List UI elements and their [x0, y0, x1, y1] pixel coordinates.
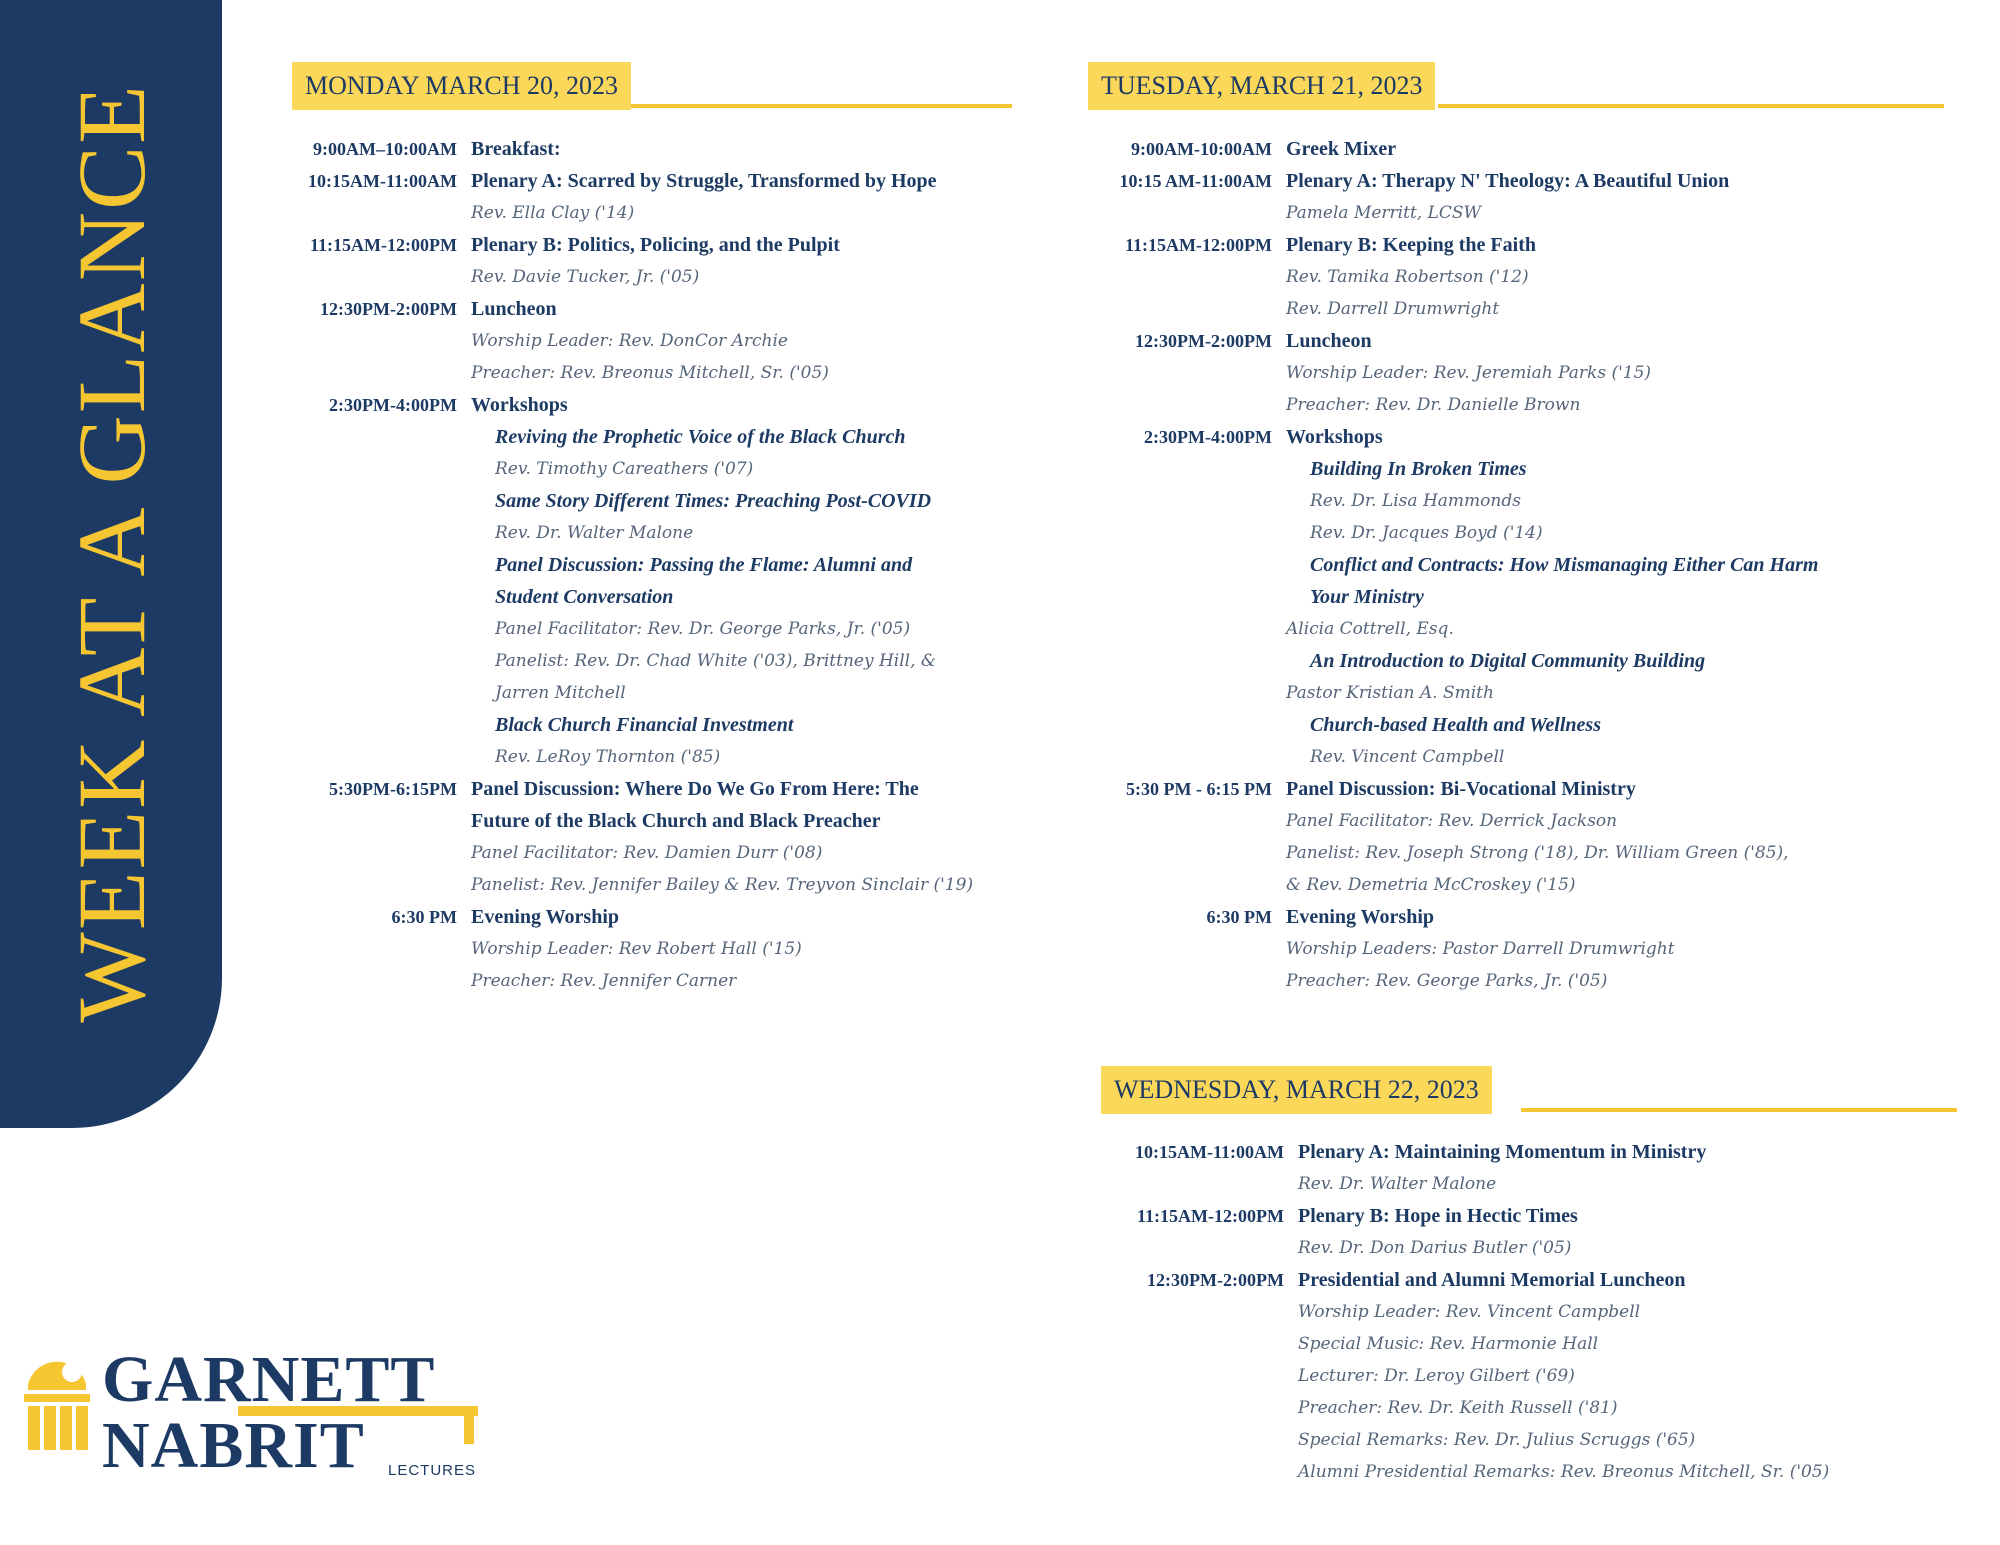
time-slot [1101, 1328, 1298, 1360]
schedule-row [292, 741, 1032, 773]
schedule-monday [292, 133, 1032, 997]
event-title: Evening Worship [471, 906, 620, 928]
schedule-row [1088, 773, 1948, 805]
schedule-row [292, 709, 1032, 741]
event-title: Future of the Black Church and Black Preacher [471, 810, 881, 832]
time-slot: 10:15AM-11:00AM [308, 171, 457, 191]
schedule-row [292, 549, 1032, 581]
time-slot [1101, 1296, 1298, 1328]
time-slot [292, 485, 471, 517]
workshop-title: Building In Broken Times [1310, 458, 1527, 480]
time-slot [292, 517, 471, 549]
workshop-title: Reviving the Prophetic Voice of the Black Church [495, 426, 906, 448]
time-slot: 12:30PM-2:00PM [1135, 331, 1272, 351]
speaker: Pastor Kristian A. Smith [1286, 683, 1494, 703]
schedule-row [1101, 1264, 1961, 1296]
day-badge: WEDNESDAY, MARCH 22, 2023 [1101, 1066, 1492, 1114]
event-title: Luncheon [471, 298, 557, 320]
event-title: Breakfast: [471, 138, 561, 160]
schedule-row [292, 677, 1032, 709]
schedule-row [1088, 901, 1948, 933]
time-slot [1101, 1168, 1298, 1200]
time-slot [1088, 869, 1286, 901]
schedule-row [292, 965, 1032, 997]
day-header-tuesday [1088, 62, 1944, 110]
schedule-row [292, 165, 1032, 197]
schedule-row [1088, 677, 1948, 709]
time-slot: 10:15 AM-11:00AM [1119, 171, 1272, 191]
time-slot [1088, 741, 1286, 773]
time-slot: 6:30 PM [391, 907, 457, 927]
time-slot: 5:30 PM - 6:15 PM [1126, 779, 1272, 799]
time-slot [292, 453, 471, 485]
event-title: Plenary B: Politics, Policing, and the Pulpit [471, 234, 840, 256]
speaker: Rev. LeRoy Thornton ('85) [495, 747, 721, 767]
schedule-row [1088, 837, 1948, 869]
speaker: Rev. Dr. Walter Malone [1298, 1174, 1497, 1194]
speaker: Special Music: Rev. Harmonie Hall [1298, 1334, 1599, 1354]
time-slot [1088, 805, 1286, 837]
schedule-row [1088, 581, 1948, 613]
schedule-row [292, 197, 1032, 229]
schedule-row [1088, 645, 1948, 677]
speaker: Panel Facilitator: Rev. Derrick Jackson [1286, 811, 1618, 831]
speaker: Panelist: Rev. Jennifer Bailey & Rev. Treyvon Sinclair ('19) [471, 875, 974, 895]
speaker: Special Remarks: Rev. Dr. Julius Scruggs ('65) [1298, 1430, 1696, 1450]
time-slot [1088, 389, 1286, 421]
workshop-title: An Introduction to Digital Community Building [1310, 650, 1706, 672]
time-slot [292, 709, 471, 741]
day-header-wednesday [1101, 1066, 1957, 1114]
schedule-row [1101, 1328, 1961, 1360]
schedule-row [292, 485, 1032, 517]
schedule-row [1088, 165, 1948, 197]
schedule-row [1088, 389, 1948, 421]
event-title: Workshops [471, 394, 568, 416]
event-title: Presidential and Alumni Memorial Luncheon [1298, 1269, 1686, 1291]
time-slot: 2:30PM-4:00PM [1144, 427, 1272, 447]
schedule-row [1088, 421, 1948, 453]
time-slot: 11:15AM-12:00PM [1125, 235, 1272, 255]
time-slot [1101, 1456, 1298, 1488]
time-slot: 10:15AM-11:00AM [1135, 1142, 1284, 1162]
schedule-tuesday [1088, 133, 1948, 997]
schedule-row [1101, 1456, 1961, 1488]
time-slot [1088, 933, 1286, 965]
speaker: Rev. Timothy Careathers ('07) [495, 459, 754, 479]
time-slot [292, 741, 471, 773]
schedule-row [1101, 1296, 1961, 1328]
time-slot [1101, 1232, 1298, 1264]
speaker: Preacher: Rev. George Parks, Jr. ('05) [1286, 971, 1608, 991]
time-slot [292, 933, 471, 965]
time-slot [1101, 1392, 1298, 1424]
time-slot: 5:30PM-6:15PM [329, 779, 457, 799]
speaker: Lecturer: Dr. Leroy Gilbert ('69) [1298, 1366, 1575, 1386]
header-rule [622, 104, 1012, 108]
schedule-row [1088, 869, 1948, 901]
column-icon [18, 1350, 96, 1456]
workshop-title: Same Story Different Times: Preaching Post-COVID [495, 490, 932, 512]
speaker: Panel Facilitator: Rev. Dr. George Parks, Jr. ('05) [495, 619, 911, 639]
event-title: Panel Discussion: Where Do We Go From Here: The [471, 778, 919, 800]
schedule-row [292, 581, 1032, 613]
workshop-title: Church-based Health and Wellness [1310, 714, 1601, 736]
schedule-row [1088, 933, 1948, 965]
event-title: Workshops [1286, 426, 1383, 448]
schedule-row [292, 805, 1032, 837]
speaker: Rev. Dr. Walter Malone [495, 523, 694, 543]
event-title: Luncheon [1286, 330, 1372, 352]
schedule-row [1088, 965, 1948, 997]
time-slot [292, 837, 471, 869]
speaker: Worship Leader: Rev. Jeremiah Parks ('15) [1286, 363, 1652, 383]
speaker: Rev. Vincent Campbell [1310, 747, 1505, 767]
garnett-nabrit-logo [18, 1343, 477, 1490]
time-slot [1088, 549, 1286, 581]
time-slot [1088, 197, 1286, 229]
speaker: Rev. Dr. Don Darius Butler ('05) [1298, 1238, 1572, 1258]
time-slot [292, 261, 471, 293]
schedule-row [292, 421, 1032, 453]
time-slot [1088, 293, 1286, 325]
time-slot [292, 869, 471, 901]
schedule-row [292, 837, 1032, 869]
schedule-row [1088, 805, 1948, 837]
time-slot [1088, 485, 1286, 517]
speaker: Rev. Davie Tucker, Jr. ('05) [471, 267, 700, 287]
day-badge: TUESDAY, MARCH 21, 2023 [1088, 62, 1435, 110]
speaker: Preacher: Rev. Breonus Mitchell, Sr. ('05) [471, 363, 829, 383]
speaker: Rev. Dr. Jacques Boyd ('14) [1310, 523, 1543, 543]
schedule-row [1101, 1136, 1961, 1168]
time-slot [292, 549, 471, 581]
speaker: Preacher: Rev. Jennifer Carner [471, 971, 737, 991]
speaker: Worship Leader: Rev. Vincent Campbell [1298, 1302, 1641, 1322]
speaker: Worship Leader: Rev Robert Hall ('15) [471, 939, 802, 959]
schedule-row [1088, 549, 1948, 581]
time-slot [292, 613, 471, 645]
event-title: Plenary A: Therapy N' Theology: A Beautiful Union [1286, 170, 1730, 192]
time-slot [1101, 1360, 1298, 1392]
speaker: Alumni Presidential Remarks: Rev. Breonus Mitchell, Sr. ('05) [1298, 1462, 1830, 1482]
schedule-row [1101, 1424, 1961, 1456]
page-title: WEEK AT A GLANCE [58, 83, 165, 1023]
speaker: Rev. Ella Clay ('14) [471, 203, 635, 223]
time-slot [292, 421, 471, 453]
workshop-title: Panel Discussion: Passing the Flame: Alumni and [495, 554, 913, 576]
logo-line-garnett: GARNETT [102, 1343, 436, 1416]
schedule-row [1088, 325, 1948, 357]
schedule-row [1088, 613, 1948, 645]
time-slot [1088, 965, 1286, 997]
time-slot: 11:15AM-12:00PM [310, 235, 457, 255]
schedule-row [292, 453, 1032, 485]
schedule-row [1088, 133, 1948, 165]
workshop-title: Black Church Financial Investment [495, 714, 794, 736]
speaker: Rev. Dr. Lisa Hammonds [1310, 491, 1521, 511]
logo-lectures: LECTURES [388, 1462, 477, 1479]
schedule-row [292, 229, 1032, 261]
schedule-row [1101, 1232, 1961, 1264]
time-slot [292, 197, 471, 229]
event-title: Greek Mixer [1286, 138, 1397, 160]
time-slot: 9:00AM-10:00AM [1131, 139, 1272, 159]
schedule-row [292, 645, 1032, 677]
schedule-row [1088, 517, 1948, 549]
day-header-monday [292, 62, 1012, 110]
schedule-row [292, 773, 1032, 805]
event-title: Plenary A: Scarred by Struggle, Transformed by Hope [471, 170, 937, 192]
workshop-title: Your Ministry [1310, 586, 1424, 608]
workshop-title: Student Conversation [495, 586, 674, 608]
schedule-row [292, 613, 1032, 645]
speaker: Worship Leader: Rev. DonCor Archie [471, 331, 788, 351]
time-slot: 2:30PM-4:00PM [329, 395, 457, 415]
speaker: Jarren Mitchell [495, 683, 626, 703]
event-title: Plenary B: Keeping the Faith [1286, 234, 1536, 256]
schedule-row [1088, 229, 1948, 261]
speaker: Preacher: Rev. Dr. Keith Russell ('81) [1298, 1398, 1618, 1418]
time-slot [1088, 677, 1286, 709]
schedule-row [292, 357, 1032, 389]
speaker: Panelist: Rev. Dr. Chad White ('03), Brittney Hill, & [495, 651, 937, 671]
schedule-row [292, 261, 1032, 293]
schedule-row [1088, 741, 1948, 773]
schedule-row [1088, 485, 1948, 517]
speaker: Rev. Tamika Robertson ('12) [1286, 267, 1529, 287]
schedule-row [292, 389, 1032, 421]
schedule-row [1088, 453, 1948, 485]
event-title: Panel Discussion: Bi-Vocational Ministry [1286, 778, 1636, 800]
schedule-row [1088, 357, 1948, 389]
schedule-row [292, 325, 1032, 357]
header-rule [1521, 1108, 1957, 1112]
schedule-row [1088, 293, 1948, 325]
speaker: Pamela Merritt, LCSW [1286, 203, 1482, 223]
workshop-title: Conflict and Contracts: How Mismanaging Either Can Harm [1310, 554, 1819, 576]
speaker: Panel Facilitator: Rev. Damien Durr ('08) [471, 843, 823, 863]
time-slot [292, 677, 471, 709]
time-slot [292, 581, 471, 613]
speaker: & Rev. Demetria McCroskey ('15) [1286, 875, 1576, 895]
time-slot [1088, 517, 1286, 549]
event-title: Plenary A: Maintaining Momentum in Ministry [1298, 1141, 1707, 1163]
time-slot: 11:15AM-12:00PM [1137, 1206, 1284, 1226]
time-slot [292, 357, 471, 389]
schedule-row [1088, 709, 1948, 741]
logo-line-nabrit: NABRIT [102, 1409, 365, 1482]
speaker: Panelist: Rev. Joseph Strong ('18), Dr. William Green ('85), [1286, 843, 1789, 863]
time-slot [1088, 709, 1286, 741]
time-slot: 12:30PM-2:00PM [1147, 1270, 1284, 1290]
schedule-row [1101, 1360, 1961, 1392]
time-slot [1088, 645, 1286, 677]
time-slot [292, 645, 471, 677]
time-slot [1088, 581, 1286, 613]
header-rule [1438, 104, 1944, 108]
schedule-row [1101, 1392, 1961, 1424]
speaker: Preacher: Rev. Dr. Danielle Brown [1286, 395, 1581, 415]
time-slot: 9:00AM–10:00AM [313, 139, 457, 159]
time-slot [292, 805, 471, 837]
schedule-row [1088, 261, 1948, 293]
schedule-row [292, 133, 1032, 165]
time-slot [1088, 837, 1286, 869]
schedule-row [292, 933, 1032, 965]
speaker: Rev. Darrell Drumwright [1286, 299, 1500, 319]
schedule-row [1101, 1200, 1961, 1232]
day-badge: MONDAY MARCH 20, 2023 [292, 62, 631, 110]
schedule-row [292, 869, 1032, 901]
schedule-row [1101, 1168, 1961, 1200]
time-slot [1088, 613, 1286, 645]
time-slot: 12:30PM-2:00PM [320, 299, 457, 319]
event-title: Plenary B: Hope in Hectic Times [1298, 1205, 1578, 1227]
speaker: Worship Leaders: Pastor Darrell Drumwright [1286, 939, 1675, 959]
time-slot [1088, 453, 1286, 485]
time-slot [292, 325, 471, 357]
schedule-row [292, 901, 1032, 933]
schedule-row [292, 517, 1032, 549]
event-title: Evening Worship [1286, 906, 1435, 928]
schedule-wednesday [1101, 1136, 1961, 1488]
logo-bar [464, 1406, 474, 1444]
time-slot [292, 965, 471, 997]
time-slot [1101, 1424, 1298, 1456]
time-slot [1088, 357, 1286, 389]
time-slot: 6:30 PM [1206, 907, 1272, 927]
speaker: Alicia Cottrell, Esq. [1286, 619, 1454, 639]
schedule-row [1088, 197, 1948, 229]
schedule-row [292, 293, 1032, 325]
time-slot [1088, 261, 1286, 293]
